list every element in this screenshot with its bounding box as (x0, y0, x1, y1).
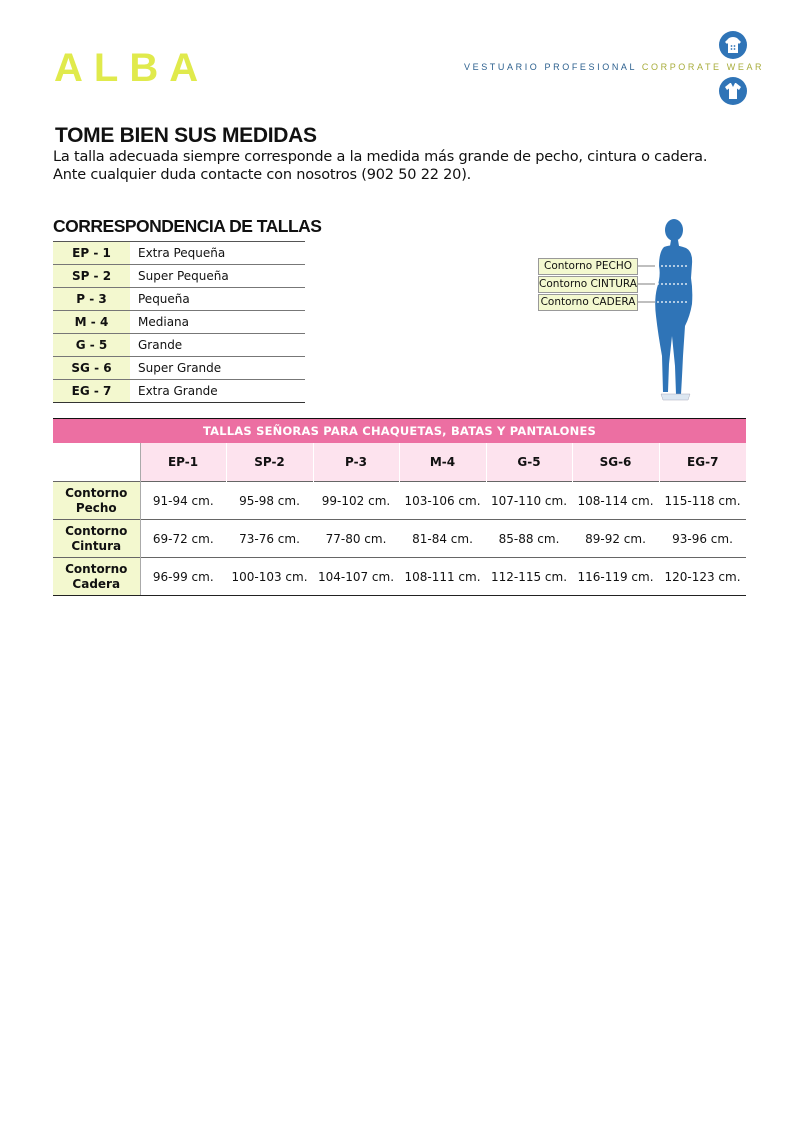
column-header: G-5 (486, 443, 572, 482)
row-label (53, 482, 140, 520)
table-cell: 104-107 cm. (313, 558, 399, 596)
table-row (53, 520, 746, 558)
table-cell: 93-96 cm. (659, 520, 746, 558)
column-header: P-3 (313, 443, 399, 482)
size-name: Grande (130, 334, 305, 357)
size-correspondence-table (53, 241, 305, 403)
table-row (53, 558, 746, 596)
intro-line-2: Ante cualquier duda contacte con nosotros (902 50 22 20). (53, 167, 472, 183)
row-label-line2: Pecho (75, 500, 117, 515)
table-row (53, 482, 746, 520)
table-cell: 107-110 cm. (486, 482, 572, 520)
table-cell: 108-114 cm. (572, 482, 659, 520)
table-cell: 99-102 cm. (313, 482, 399, 520)
brand-tagline (464, 62, 764, 72)
table-row (53, 334, 305, 357)
size-code: SP - 2 (53, 265, 130, 288)
size-code: P - 3 (53, 288, 130, 311)
table-header-row (53, 419, 746, 444)
table-cell: 91-94 cm. (140, 482, 226, 520)
size-code: EG - 7 (53, 380, 130, 403)
uniform-icon (719, 77, 747, 105)
table-cell: 108-111 cm. (399, 558, 486, 596)
table-row (53, 380, 305, 403)
table-row (53, 242, 305, 265)
table-cell: 69-72 cm. (140, 520, 226, 558)
row-label-line1: Contorno (65, 523, 128, 538)
table-cell: 112-115 cm. (486, 558, 572, 596)
tagline-corporate: CORPORATE WEAR (641, 62, 765, 72)
table-cell: 115-118 cm. (659, 482, 746, 520)
size-name: Extra Pequeña (130, 242, 305, 265)
size-code: M - 4 (53, 311, 130, 334)
tagline-vestuario: VESTUARIO PROFESIONAL (464, 62, 637, 72)
row-label-line2: Cadera (72, 576, 121, 591)
column-header: SP-2 (226, 443, 313, 482)
size-name: Extra Grande (130, 380, 305, 403)
size-code: G - 5 (53, 334, 130, 357)
column-header: EP-1 (140, 443, 226, 482)
label-contorno-cintura: Contorno CINTURA (538, 276, 638, 293)
size-name: Super Pequeña (130, 265, 305, 288)
size-name: Pequeña (130, 288, 305, 311)
label-contorno-cadera: Contorno CADERA (538, 294, 638, 311)
table-cell: 81-84 cm. (399, 520, 486, 558)
row-label-line2: Cintura (71, 538, 122, 553)
alba-logo: ALBA (54, 46, 210, 90)
intro-text (53, 148, 707, 184)
measurements-table-title: TALLAS SEÑORAS PARA CHAQUETAS, BATAS Y PANTALONES (53, 419, 746, 444)
table-cell: 73-76 cm. (226, 520, 313, 558)
table-cell: 103-106 cm. (399, 482, 486, 520)
table-cell: 120-123 cm. (659, 558, 746, 596)
table-cell: 116-119 cm. (572, 558, 659, 596)
row-label-line1: Contorno (65, 485, 128, 500)
label-contorno-pecho: Contorno PECHO (538, 258, 638, 275)
empty-header-cell (53, 443, 140, 482)
measurements-table (53, 418, 746, 596)
size-name: Super Grande (130, 357, 305, 380)
table-row (53, 357, 305, 380)
table-row (53, 311, 305, 334)
table-cell: 85-88 cm. (486, 520, 572, 558)
column-header: SG-6 (572, 443, 659, 482)
size-code: SG - 6 (53, 357, 130, 380)
woman-silhouette-icon (538, 216, 748, 406)
table-cell: 95-98 cm. (226, 482, 313, 520)
table-cell: 96-99 cm. (140, 558, 226, 596)
row-label (53, 558, 140, 596)
size-header-row (53, 443, 746, 482)
table-row (53, 265, 305, 288)
table-cell: 77-80 cm. (313, 520, 399, 558)
column-header: EG-7 (659, 443, 746, 482)
size-code: EP - 1 (53, 242, 130, 265)
table-cell: 89-92 cm. (572, 520, 659, 558)
size-name: Mediana (130, 311, 305, 334)
column-header: M-4 (399, 443, 486, 482)
row-label-line1: Contorno (65, 561, 128, 576)
body-measurement-diagram (538, 216, 748, 406)
page-title: TOME BIEN SUS MEDIDAS (55, 124, 317, 147)
table-cell: 100-103 cm. (226, 558, 313, 596)
chef-jacket-icon (719, 31, 747, 59)
intro-line-1: La talla adecuada siempre corresponde a la medida más grande de pecho, cintura o cadera. (53, 149, 708, 165)
table-row (53, 288, 305, 311)
correspondence-title: CORRESPONDENCIA DE TALLAS (53, 216, 322, 236)
row-label (53, 520, 140, 558)
